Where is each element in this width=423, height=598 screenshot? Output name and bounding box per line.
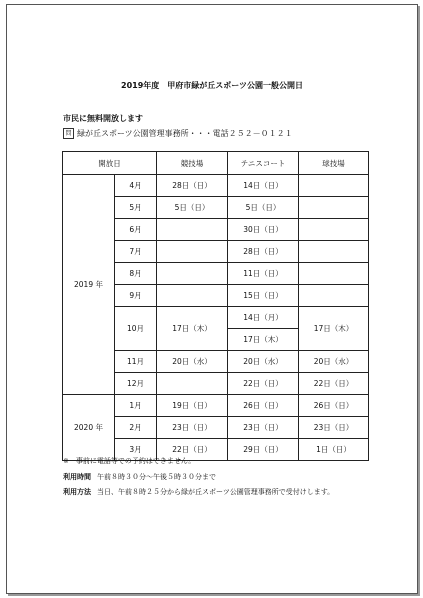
tennis-cell: 5日（日） [228, 197, 299, 219]
hours-text: 午前８時３０分～午後５時３０分まで [97, 472, 216, 481]
ball-cell [299, 197, 369, 219]
table-row [63, 175, 369, 197]
ball-cell: 22日（日） [299, 373, 369, 395]
year-cell-2019: 2019 年 [63, 175, 115, 395]
tennis-cell: 17日（木） [228, 329, 299, 351]
document-page [6, 4, 418, 594]
tennis-cell: 26日（日） [228, 395, 299, 417]
header-open-day: 開放日 [63, 152, 157, 175]
stadium-cell [157, 373, 228, 395]
month-cell: 5月 [115, 197, 157, 219]
ball-cell: 20日（水） [299, 351, 369, 373]
stadium-cell: 20日（水） [157, 351, 228, 373]
ball-cell [299, 175, 369, 197]
header-ball-field: 球技場 [299, 152, 369, 175]
ball-cell [299, 263, 369, 285]
month-cell: 6月 [115, 219, 157, 241]
tennis-cell: 20日（水） [228, 351, 299, 373]
header-stadium: 競技場 [157, 152, 228, 175]
month-cell: 10月 [115, 307, 157, 351]
tennis-cell: 14日（月） [228, 307, 299, 329]
stadium-cell: 22日（日） [157, 439, 228, 461]
ball-cell: 17日（木） [299, 307, 369, 351]
tennis-cell: 15日（日） [228, 285, 299, 307]
month-cell: 4月 [115, 175, 157, 197]
stadium-cell: 23日（日） [157, 417, 228, 439]
tennis-cell: 22日（日） [228, 373, 299, 395]
notes-section [63, 454, 334, 501]
tennis-cell: 14日（日） [228, 175, 299, 197]
stadium-cell: 28日（日） [157, 175, 228, 197]
contact-line [63, 128, 293, 139]
tennis-cell: 30日（日） [228, 219, 299, 241]
stadium-cell: 5日（日） [157, 197, 228, 219]
note-method [63, 485, 334, 501]
schedule-table [62, 151, 369, 461]
stadium-cell: 19日（日） [157, 395, 228, 417]
table-row [63, 395, 369, 417]
month-cell: 3月 [115, 439, 157, 461]
hours-label: 利用時間 [63, 472, 91, 481]
month-cell: 1月 [115, 395, 157, 417]
stadium-cell [157, 219, 228, 241]
note-hours [63, 470, 334, 486]
ball-cell [299, 219, 369, 241]
inquiry-icon: 問 [63, 128, 74, 139]
subheading: 市民に無料開放します [63, 114, 143, 123]
ball-cell: 1日（日） [299, 439, 369, 461]
month-cell: 11月 [115, 351, 157, 373]
method-text: 当日、午前８時２５分から緑が丘スポーツ公園管理事務所で受付けします。 [97, 488, 335, 496]
tennis-cell: 11日（日） [228, 263, 299, 285]
ball-cell: 23日（日） [299, 417, 369, 439]
ball-cell: 26日（日） [299, 395, 369, 417]
month-cell: 12月 [115, 373, 157, 395]
table-header-row [63, 152, 369, 175]
month-cell: 9月 [115, 285, 157, 307]
stadium-cell [157, 241, 228, 263]
month-cell: 7月 [115, 241, 157, 263]
stadium-cell: 17日（木） [157, 307, 228, 351]
month-cell: 2月 [115, 417, 157, 439]
ball-cell [299, 241, 369, 263]
method-label: 利用方法 [63, 488, 91, 496]
tennis-cell: 23日（日） [228, 417, 299, 439]
tennis-cell: 29日（日） [228, 439, 299, 461]
header-tennis: テニスコート [228, 152, 299, 175]
stadium-cell [157, 285, 228, 307]
contact-text: 緑が丘スポーツ公園管理事務所・・・電話２５２－０１２１ [77, 129, 293, 138]
ball-cell [299, 285, 369, 307]
page-title: 2019年度 甲府市緑が丘スポーツ公園一般公開日 [121, 81, 303, 90]
year-cell-2020: 2020 年 [63, 395, 115, 461]
stadium-cell [157, 263, 228, 285]
month-cell: 8月 [115, 263, 157, 285]
note-no-reservation: ※ 事前に電話等での予約はできません。 [63, 457, 196, 465]
tennis-cell: 28日（日） [228, 241, 299, 263]
